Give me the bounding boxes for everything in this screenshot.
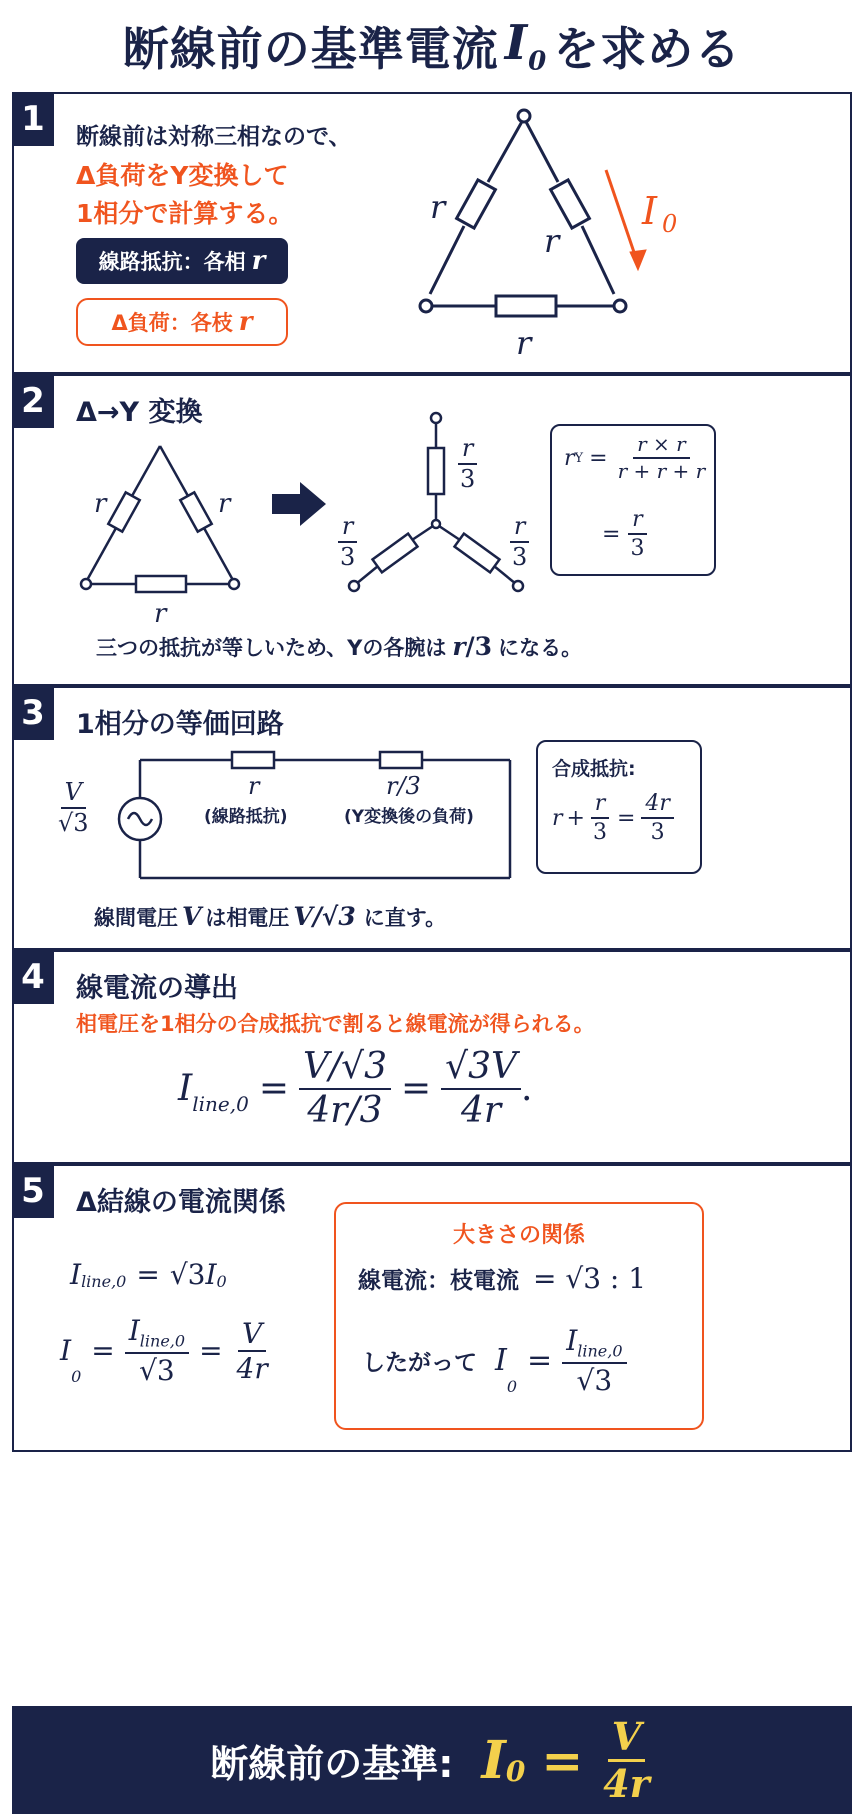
- wire: [356, 566, 378, 584]
- delta-load-badge: [76, 298, 288, 346]
- node-center: [432, 520, 440, 528]
- line-resistance-badge: [76, 238, 288, 284]
- relation-formula-2: I $_0$ = $\frac{I_{line,0}}{√3}$ = $\frac{V}{4r}$: [60, 1316, 272, 1386]
- s4-subheading: 相電圧を1相分の合成抵抗で割ると線電流が得られる。: [76, 1012, 595, 1036]
- delta-circuit-diagram: [394, 100, 794, 368]
- frac-den: 4r: [461, 1089, 502, 1131]
- formula-ry: r Y = $\frac{r \times r}{r + r + r}$: [564, 434, 709, 482]
- title-symbol: [505, 15, 548, 77]
- formula-r: r: [552, 805, 563, 831]
- badge-text: Δ負荷：各枝: [111, 311, 233, 335]
- formula-num: r × r: [633, 434, 690, 459]
- wire: [524, 118, 558, 182]
- footer-fraction: [599, 1713, 653, 1806]
- formula-root3: √3: [169, 1258, 206, 1291]
- section-2: [12, 374, 852, 686]
- frac-num-sub: line,0: [139, 1331, 186, 1351]
- res2-label: r/3: [386, 772, 421, 800]
- frac-num: V/√3: [299, 1048, 391, 1090]
- label-r-left: r: [430, 188, 446, 226]
- box-line1-text: 線電流：枝電流: [358, 1268, 519, 1294]
- footer-equals: =: [541, 1730, 584, 1790]
- frac-num: V: [238, 1319, 266, 1352]
- formula-lhs: r: [564, 445, 575, 471]
- frac-den: 3: [630, 536, 645, 562]
- resistor-right: [551, 180, 590, 228]
- section-1: [12, 92, 852, 374]
- label-r: r: [218, 489, 231, 519]
- line-current-formula: I $_{line,0}$ = $\frac{V/√3}{4r/3}$ = $\frac{√3V}{4r}$ .: [178, 1046, 533, 1131]
- frac-den: 3: [650, 820, 665, 846]
- section-number: 4: [12, 950, 54, 1004]
- caption-r: r: [452, 632, 466, 661]
- resistor: [454, 534, 499, 573]
- section-number: 3: [12, 686, 54, 740]
- label-r3-left: [336, 514, 359, 570]
- wire: [204, 528, 234, 582]
- formula-period: .: [521, 1068, 533, 1110]
- caption-v-root3: V/√3: [293, 902, 356, 931]
- badge-text: 線路抵抗：各相: [98, 250, 246, 274]
- wire: [160, 446, 188, 496]
- s1-line1: 断線前は対称三相なので、: [76, 124, 352, 150]
- frac-num: √3V: [441, 1048, 521, 1090]
- caption-post: に直す。: [363, 906, 447, 930]
- frac-num: r: [591, 792, 610, 819]
- frac-den: 4r: [603, 1760, 650, 1806]
- current-arrow-head: [630, 250, 646, 270]
- page-title: [0, 0, 864, 92]
- res1-note: (線路抵抗): [204, 807, 288, 827]
- frac-num: r: [510, 514, 529, 543]
- node-right: [614, 300, 626, 312]
- frac-den: 3: [592, 820, 607, 846]
- box-line-1: [358, 1262, 646, 1295]
- resistor-bottom: [496, 296, 556, 316]
- section-number: 2: [12, 374, 54, 428]
- resistor-left: [457, 180, 496, 228]
- wire: [582, 226, 614, 294]
- formula-i-sub: line,0: [192, 1091, 249, 1116]
- frac-num: r: [338, 514, 357, 543]
- y-network-diagram: [334, 408, 544, 608]
- title-symbol-letter: I: [504, 15, 529, 72]
- formula-lhs-sub: Y: [574, 450, 584, 466]
- resistor: [108, 492, 139, 531]
- footer-label: 断線前の基準:: [210, 1741, 454, 1786]
- node: [431, 413, 441, 423]
- caption-post: になる。: [498, 636, 583, 660]
- s1-line3: 1相分で計算する。: [76, 199, 294, 228]
- formula-i0: I: [205, 1258, 217, 1291]
- formula-i: I: [178, 1068, 193, 1110]
- frac-den: 3: [512, 543, 528, 572]
- frac-num: r: [628, 508, 647, 535]
- delta-small-diagram: [64, 432, 264, 632]
- formula-i0-sub: 0: [506, 1376, 518, 1396]
- wire: [430, 226, 464, 294]
- s2-heading: Δ→Y 変換: [76, 397, 203, 428]
- label-r: r: [154, 599, 167, 629]
- s2-caption: [96, 632, 582, 662]
- s5-heading: Δ結線の電流関係: [76, 1187, 286, 1218]
- formula-i-sub: 0: [71, 1366, 82, 1386]
- wire: [132, 446, 160, 496]
- title-symbol-sub: 0: [528, 46, 548, 77]
- frac-num: V: [608, 1717, 645, 1762]
- badge-r: r: [251, 246, 266, 276]
- label-r3-top: [456, 436, 479, 492]
- frac-den: 4r/3: [307, 1089, 383, 1131]
- box-title: 大きさの関係: [452, 1223, 585, 1248]
- node: [229, 579, 239, 589]
- frac-den: 3: [340, 543, 356, 572]
- label-r3-right: [508, 514, 531, 570]
- formula-i-sub: line,0: [81, 1272, 127, 1291]
- box-line1-ratio: = √3 : 1: [533, 1262, 647, 1295]
- frac-den: √3: [576, 1364, 613, 1398]
- box-line2-text: したがって: [362, 1350, 477, 1377]
- formula-result: = $\frac{r}{3}$: [596, 508, 648, 560]
- section-3: [12, 686, 852, 950]
- node: [513, 581, 523, 591]
- title-suffix: を求める: [553, 22, 742, 76]
- formula-den: r + r + r: [617, 459, 706, 483]
- resistor: [180, 492, 211, 531]
- formula-i0: I: [495, 1343, 507, 1379]
- resistor: [136, 576, 186, 592]
- section-number: 5: [12, 1164, 54, 1218]
- magnitude-relation-box: [334, 1202, 704, 1430]
- arrow-right-icon: [272, 482, 328, 526]
- node-left: [420, 300, 432, 312]
- wire: [86, 528, 116, 582]
- formula-i: I: [70, 1258, 82, 1291]
- box-line-2: したがって I $_0$ = $\frac{I_{line,0}}{√3}$: [362, 1326, 627, 1396]
- resistor: [428, 448, 444, 494]
- frac-den: 3: [460, 465, 476, 494]
- combined-formula: r + $\frac{r}{3}$ = $\frac{4r}{3}$: [552, 792, 674, 844]
- s4-heading: 線電流の導出: [76, 973, 238, 1004]
- resistor: [372, 534, 417, 573]
- frac-den: √3: [58, 809, 89, 838]
- caption-v: V: [182, 902, 202, 931]
- source-voltage-label: [54, 780, 93, 836]
- label-i0: I: [642, 189, 658, 233]
- dy-formula-box: [550, 424, 716, 576]
- frac-num: I: [128, 1314, 140, 1347]
- label-r: r: [94, 489, 107, 519]
- relation-formula-1: I $_{line,0}$ = √3 I $_0$: [70, 1258, 227, 1291]
- res1-label: r: [248, 772, 260, 800]
- frac-num: V: [61, 780, 86, 809]
- node-top: [518, 110, 530, 122]
- section-5: [12, 1164, 852, 1452]
- node: [81, 579, 91, 589]
- formula-i: I: [60, 1334, 72, 1368]
- formula-i0-sub: 0: [216, 1272, 227, 1291]
- resistor-line: [232, 752, 274, 768]
- label-r-bottom: r: [516, 324, 532, 362]
- caption-mid: は相電圧: [205, 906, 290, 930]
- title-text: 断線前の基準電流: [122, 22, 499, 76]
- s3-heading: 1相分の等価回路: [76, 709, 284, 740]
- wire: [488, 118, 524, 182]
- caption-div3: /3: [465, 632, 493, 661]
- frac-num: 4r: [641, 792, 674, 819]
- s3-caption: [94, 902, 446, 932]
- combined-resistance-box: [536, 740, 702, 874]
- badge-r: r: [238, 307, 253, 337]
- frac-den: √3: [139, 1354, 175, 1388]
- s1-line2: Δ負荷をY変換して: [76, 161, 289, 190]
- section-number: 1: [12, 92, 54, 146]
- resistor-load: [380, 752, 422, 768]
- footer-symbol-sub: 0: [505, 1755, 526, 1788]
- frac-num: r: [458, 436, 477, 465]
- caption-pre: 線間電圧: [94, 906, 178, 930]
- section-4: [12, 950, 852, 1164]
- res2-note: (Y変換後の負荷): [344, 807, 474, 827]
- label-i0-sub: 0: [662, 210, 678, 238]
- caption-pre: 三つの抵抗が等しいため、Yの各腕は: [96, 636, 447, 660]
- footer-symbol: I: [481, 1729, 506, 1791]
- frac-den: 4r: [236, 1351, 268, 1385]
- label-r-right: r: [544, 222, 560, 260]
- frac-num-sub: line,0: [577, 1341, 623, 1361]
- result-footer: [12, 1706, 852, 1814]
- node: [349, 581, 359, 591]
- frac-num: I: [566, 1324, 578, 1357]
- current-arrow: [606, 170, 638, 264]
- combined-title: 合成抵抗:: [552, 758, 636, 780]
